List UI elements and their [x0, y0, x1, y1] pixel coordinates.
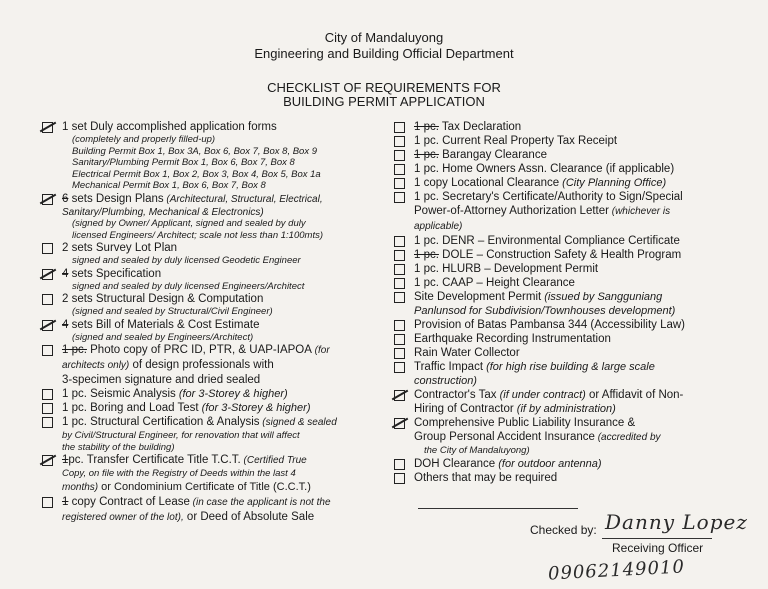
req-tax-declaration	[392, 120, 742, 134]
req-site-development-permit	[392, 290, 742, 318]
item-note: Mechanical Permit Box 1, Box 6, Box 7, Box 8	[72, 180, 266, 191]
checkbox[interactable]	[394, 136, 405, 147]
item-note: the stability of the building)	[62, 441, 175, 453]
item-label: 1 pc. HLURB – Development Permit	[414, 263, 599, 275]
checkbox[interactable]	[42, 294, 53, 305]
item-note: Panlunsod for Subdivision/Townhouses development)	[414, 305, 676, 317]
item-label: 1 pc. Boring and Load Test	[62, 402, 199, 414]
item-note: signed and sealed by duly licensed Engineers/Architect	[72, 280, 305, 292]
receiving-officer-label: Receiving Officer	[612, 541, 704, 555]
item-note: by Civil/Structural Engineer, for renovation that will affect	[62, 430, 300, 441]
checkbox[interactable]	[394, 150, 405, 161]
checkbox[interactable]	[42, 403, 53, 414]
item-label: sets Bill of Materials & Cost Estimate	[68, 318, 260, 331]
item-quantity: 6	[62, 192, 69, 205]
checkbox[interactable]	[394, 348, 405, 359]
req-property-tax-receipt	[392, 134, 742, 148]
item-note: (for outdoor antenna)	[495, 457, 602, 470]
checkbox[interactable]	[394, 264, 405, 275]
checkbox[interactable]	[394, 292, 405, 303]
item-label-cont: Power-of-Attorney Authorization Letter	[414, 205, 609, 217]
req-design-plans	[40, 192, 390, 242]
item-note: (for	[311, 345, 330, 356]
item-label: 2 sets Survey Lot Plan	[62, 242, 178, 254]
checkbox[interactable]	[394, 192, 405, 203]
req-contract-of-lease	[40, 495, 390, 525]
item-label: Site Development Permit	[414, 291, 542, 303]
req-locational-clearance	[392, 176, 742, 190]
checkbox[interactable]	[42, 417, 53, 428]
checkbox[interactable]	[42, 122, 53, 133]
checkbox[interactable]	[394, 418, 405, 429]
item-label: Barangay Clearance	[438, 149, 547, 161]
item-label-cont: Hiring of Contractor	[414, 403, 514, 415]
item-quantity: 1 pc.	[414, 149, 439, 161]
checkbox[interactable]	[394, 236, 405, 247]
left-requirements-column	[40, 120, 390, 525]
item-quantity: 1 pc.	[62, 344, 87, 356]
item-label-cont: or Deed of Absolute Sale	[183, 510, 315, 523]
checkbox[interactable]	[42, 243, 53, 254]
item-note: signed and sealed by duly licensed Geodetic Engineer	[72, 255, 301, 266]
item-label-cont: or Condominium Certificate of Title (C.C.T.)	[98, 480, 311, 493]
item-note: (if under contract)	[496, 389, 586, 401]
checkbox[interactable]	[42, 345, 53, 356]
item-label: Provision of Batas Pambansa 344 (Accessibility Law)	[414, 319, 686, 331]
item-note: (for high rise building & large scale	[483, 361, 655, 373]
item-label: 1 pc. Current Real Property Tax Receipt	[414, 135, 618, 147]
item-label: 1 pc. Home Owners Assn. Clearance (if applicable)	[414, 163, 675, 175]
checkbox[interactable]	[394, 122, 405, 133]
req-contractors-tax	[392, 388, 742, 416]
req-structural-certification	[40, 415, 390, 453]
req-hlurb-permit	[392, 262, 742, 276]
item-note: architects only)	[62, 360, 130, 371]
item-label: Earthquake Recording Instrumentation	[414, 333, 611, 345]
checkbox[interactable]	[394, 178, 405, 189]
item-label-cont: or Affidavit of Non-	[585, 389, 684, 401]
item-label: Contractor's Tax	[414, 389, 497, 401]
checkbox[interactable]	[42, 320, 53, 331]
item-note: applicable)	[414, 221, 463, 232]
item-note: licensed Engineers/ Architect; scale not less than 1:100mts)	[72, 229, 323, 241]
title-line-2: BUILDING PERMIT APPLICATION	[283, 94, 485, 109]
item-label: 1 set Duly accomplished application forms	[62, 121, 277, 133]
item-note: (issued by Sangguniang	[541, 291, 663, 303]
blank-signature-line	[418, 508, 578, 509]
req-traffic-impact	[392, 360, 742, 388]
item-note: (for 3-Storey & higher)	[198, 402, 311, 414]
req-boring-load-test	[40, 401, 390, 415]
checkbox[interactable]	[42, 269, 53, 280]
item-label: copy Contract of Lease	[68, 495, 190, 508]
req-barangay-clearance	[392, 148, 742, 162]
req-doh-clearance	[392, 457, 742, 471]
item-note: the City of Mandaluyong)	[424, 445, 530, 456]
checkbox[interactable]	[394, 278, 405, 289]
req-application-forms	[40, 120, 390, 192]
item-label-cont: 3-specimen signature and dried sealed	[62, 374, 261, 386]
item-note: Sanitary/Plumbing Permit Box 1, Box 6, Box 7, Box 8	[72, 157, 295, 168]
item-note: (completely and properly filled-up)	[72, 134, 216, 145]
checkbox[interactable]	[394, 320, 405, 331]
checkbox[interactable]	[394, 390, 405, 401]
item-note: construction)	[414, 375, 477, 387]
checkbox[interactable]	[42, 455, 53, 466]
item-note: (signed and sealed by Structural/Civil Engineer)	[72, 306, 273, 317]
req-liability-insurance	[392, 416, 742, 457]
item-label: Tax Declaration	[438, 121, 522, 133]
item-note: (signed & sealed	[259, 417, 337, 428]
item-note: (for 3-Storey & higher)	[175, 388, 288, 400]
checked-by-label: Checked by:	[530, 523, 597, 537]
req-structural-design	[40, 292, 390, 318]
item-note: (City Planning Office)	[559, 177, 667, 189]
item-quantity: 1 pc.	[414, 249, 439, 261]
item-quantity: 1	[62, 495, 69, 508]
item-quantity: 1	[62, 454, 69, 466]
checkbox[interactable]	[42, 194, 53, 205]
req-prc-id-copy	[40, 343, 390, 387]
req-rain-water-collector	[392, 346, 742, 360]
item-note: (accredited by	[594, 432, 661, 443]
item-label: 1 copy Locational Clearance	[414, 177, 560, 189]
req-bp-344	[392, 318, 742, 332]
item-note: Electrical Permit Box 1, Box 2, Box 3, Box 4, Box 5, Box 1a	[72, 168, 321, 180]
req-bill-of-materials	[40, 318, 390, 344]
item-note: registered owner of the lot),	[62, 511, 184, 523]
item-note: Building Permit Box 1, Box 3A, Box 6, Box 7, Box 8, Box 9	[72, 145, 318, 157]
handwritten-number: 09062149010	[547, 556, 686, 585]
item-note: (in case the applicant is not the	[189, 496, 331, 508]
item-label: sets Specification	[68, 267, 162, 280]
item-note: (signed by Owner/ Applicant, signed and sealed by duly	[72, 218, 306, 229]
checkbox[interactable]	[394, 362, 405, 373]
req-earthquake-instrumentation	[392, 332, 742, 346]
req-secretary-certificate	[392, 190, 742, 234]
checkbox[interactable]	[42, 389, 53, 400]
item-label: 1 pc. CAAP – Height Clearance	[414, 277, 575, 289]
item-label: 1 pc. DENR – Environmental Compliance Certificate	[414, 235, 680, 247]
item-label-cont: Group Personal Accident Insurance	[414, 431, 595, 443]
checkbox[interactable]	[394, 250, 405, 261]
req-others	[392, 471, 742, 485]
checkbox[interactable]	[394, 459, 405, 470]
req-dole-safety	[392, 248, 742, 262]
req-seismic-analysis	[40, 387, 390, 401]
checkbox[interactable]	[394, 473, 405, 484]
item-note: months)	[62, 481, 99, 493]
item-label: pc. Transfer Certificate Title T.C.T.	[68, 454, 241, 466]
item-label: Rain Water Collector	[414, 347, 520, 359]
item-quantity: 4	[62, 267, 69, 280]
department-name: Engineering and Building Official Department	[254, 46, 514, 61]
req-home-owners-clearance	[392, 162, 742, 176]
item-label: 1 pc. Secretary's Certificate/Authority to Sign/Special	[414, 191, 683, 203]
checkbox[interactable]	[42, 497, 53, 508]
item-label: Comprehensive Public Liability Insurance &	[414, 417, 636, 429]
req-survey-lot-plan	[40, 241, 390, 267]
req-caap-clearance	[392, 276, 742, 290]
item-label: 2 sets Structural Design & Computation	[62, 293, 264, 305]
item-note: (if by administration)	[513, 403, 616, 415]
handwritten-signature: Danny Lopez	[605, 510, 748, 534]
req-transfer-certificate-title	[40, 453, 390, 495]
item-label: DOH Clearance	[414, 457, 496, 470]
signature-underline	[602, 538, 712, 539]
city-name: City of Mandaluyong	[324, 30, 444, 45]
item-label-cont: of design professionals with	[129, 359, 274, 371]
req-specification	[40, 267, 390, 293]
item-label: DOLE – Construction Safety & Health Program	[438, 249, 682, 261]
item-note: (Certified True	[240, 455, 307, 466]
title-line-1: CHECKLIST OF REQUIREMENTS FOR	[267, 80, 501, 95]
item-quantity: 4	[62, 318, 69, 331]
item-label: Photo copy of PRC ID, PTR, & UAP-IAPOA	[86, 344, 312, 356]
item-note: (signed and sealed by Engineers/Architect)	[72, 331, 254, 343]
item-note: (whichever is	[608, 206, 671, 217]
req-denr-ecc	[392, 234, 742, 248]
checkbox[interactable]	[394, 164, 405, 175]
checkbox[interactable]	[394, 334, 405, 345]
item-label: Traffic Impact	[414, 361, 484, 373]
item-note: Sanitary/Plumbing, Mechanical & Electronics)	[62, 206, 264, 218]
item-label: Others that may be required	[414, 471, 558, 484]
item-note: (Architectural, Structural, Electrical,	[163, 193, 323, 205]
item-note: Copy, on file with the Registry of Deeds within the last 4	[62, 468, 296, 479]
item-label: 1 pc. Seismic Analysis	[62, 388, 176, 400]
item-quantity: 1 pc.	[414, 121, 439, 133]
item-label: 1 pc. Structural Certification & Analysis	[62, 416, 260, 428]
right-requirements-column	[392, 120, 742, 485]
item-label: sets Design Plans	[68, 192, 164, 205]
